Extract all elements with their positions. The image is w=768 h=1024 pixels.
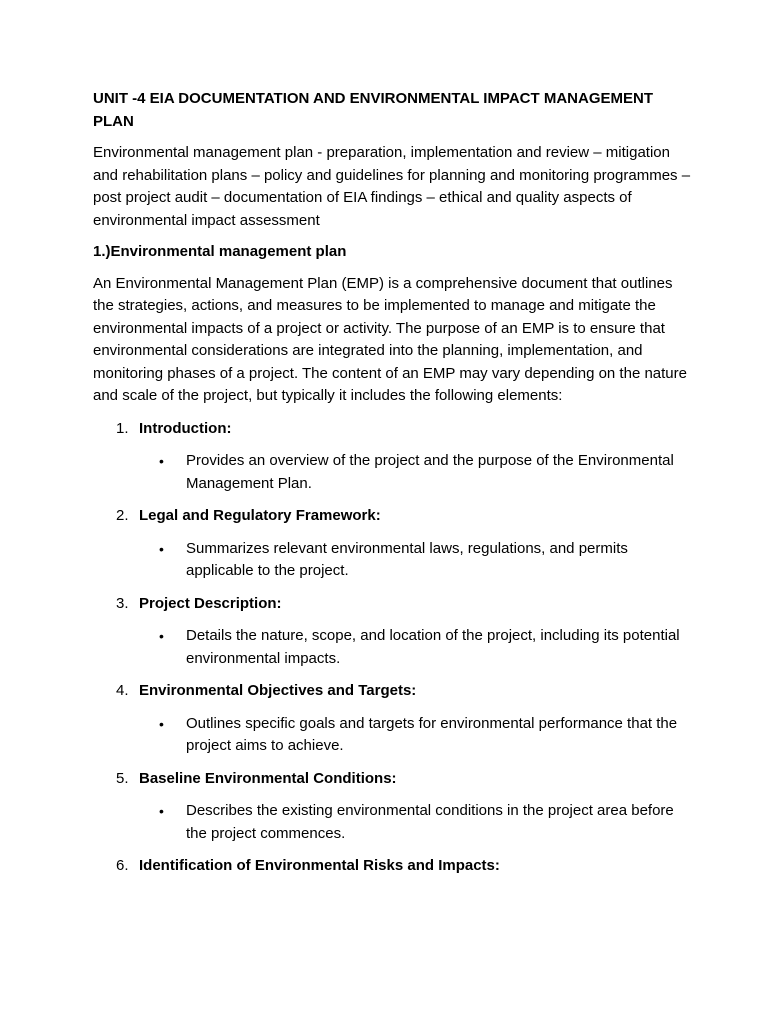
list-item-title: Baseline Environmental Conditions:	[139, 769, 397, 787]
list-item-title: Legal and Regulatory Framework:	[139, 507, 381, 524]
bullet-text: Details the nature, scope, and location of the project, including its potential environmental impacts.	[186, 627, 680, 667]
bullet-item	[93, 800, 693, 845]
list-item-title: Introduction:	[139, 419, 232, 437]
list-item-heading	[93, 855, 693, 878]
bullet-icon: •	[159, 803, 164, 819]
bullet-list	[93, 538, 693, 583]
section-heading: 1.)Environmental management plan	[93, 243, 347, 260]
bullet-item	[93, 538, 693, 583]
list-item-heading	[93, 680, 693, 703]
list-item	[93, 505, 693, 583]
bullet-item	[93, 713, 693, 758]
list-item-number: 2.	[116, 507, 129, 524]
list-item	[93, 855, 693, 878]
bullet-item	[93, 625, 693, 670]
list-item-number: 6.	[116, 857, 129, 874]
bullet-text: Summarizes relevant environmental laws, regulations, and permits applicable to the project.	[186, 539, 628, 579]
list-item	[93, 680, 693, 758]
list-item-number: 4.	[116, 682, 129, 699]
list-item-heading	[93, 768, 693, 791]
bullet-text: Outlines specific goals and targets for environmental performance that the project aims to achieve.	[186, 714, 678, 754]
bullet-list	[93, 450, 693, 495]
bullet-icon: •	[159, 540, 164, 557]
bullet-text: Describes the existing environmental conditions in the project area before the project commences.	[186, 802, 674, 842]
bullet-text: Provides an overview of the project and the purpose of the Environmental Management Plan.	[186, 452, 674, 492]
list-item-heading	[93, 505, 693, 528]
list-item-number: 3.	[116, 594, 129, 612]
list-item-title: Identification of Environmental Risks and Impacts:	[139, 857, 500, 874]
list-item	[93, 593, 693, 671]
bullet-list	[93, 713, 693, 758]
list-item	[93, 768, 693, 846]
list-item-heading	[93, 418, 693, 441]
list-item-title: Environmental Objectives and Targets:	[139, 682, 417, 699]
document-title: UNIT -4 EIA DOCUMENTATION AND ENVIRONMENTAL IMPACT MANAGEMENT PLAN	[93, 90, 653, 130]
emp-elements-list	[93, 418, 693, 878]
bullet-icon: •	[159, 628, 164, 644]
document-page	[93, 88, 693, 888]
bullet-item	[93, 450, 693, 495]
list-item-number: 1.	[116, 419, 129, 437]
list-item-title: Project Description:	[139, 594, 282, 612]
unit-summary: Environmental management plan - preparation, implementation and review – mitigation and rehabilitation plans – policy and guidelines for planning and monitoring programmes – post project audit – documentation of EIA findings – ethical and quality aspects of environmental impact assessment	[93, 144, 691, 229]
list-item-heading	[93, 593, 693, 616]
list-item-number: 5.	[116, 769, 129, 787]
bullet-list	[93, 800, 693, 845]
bullet-icon: •	[159, 453, 164, 469]
bullet-icon: •	[159, 715, 164, 732]
list-item	[93, 418, 693, 496]
section-intro: An Environmental Management Plan (EMP) is a comprehensive document that outlines the strategies, actions, and measures to be implemented to manage and mitigate the environmental impacts of a project or activity. The purpose of an EMP is to ensure that environmental considerations are integrated into the planning, implementation, and monitoring phases of a project. The content of an EMP may vary depending on the nature and scale of the project, but typically it includes the following elements:	[93, 274, 687, 404]
bullet-list	[93, 625, 693, 670]
